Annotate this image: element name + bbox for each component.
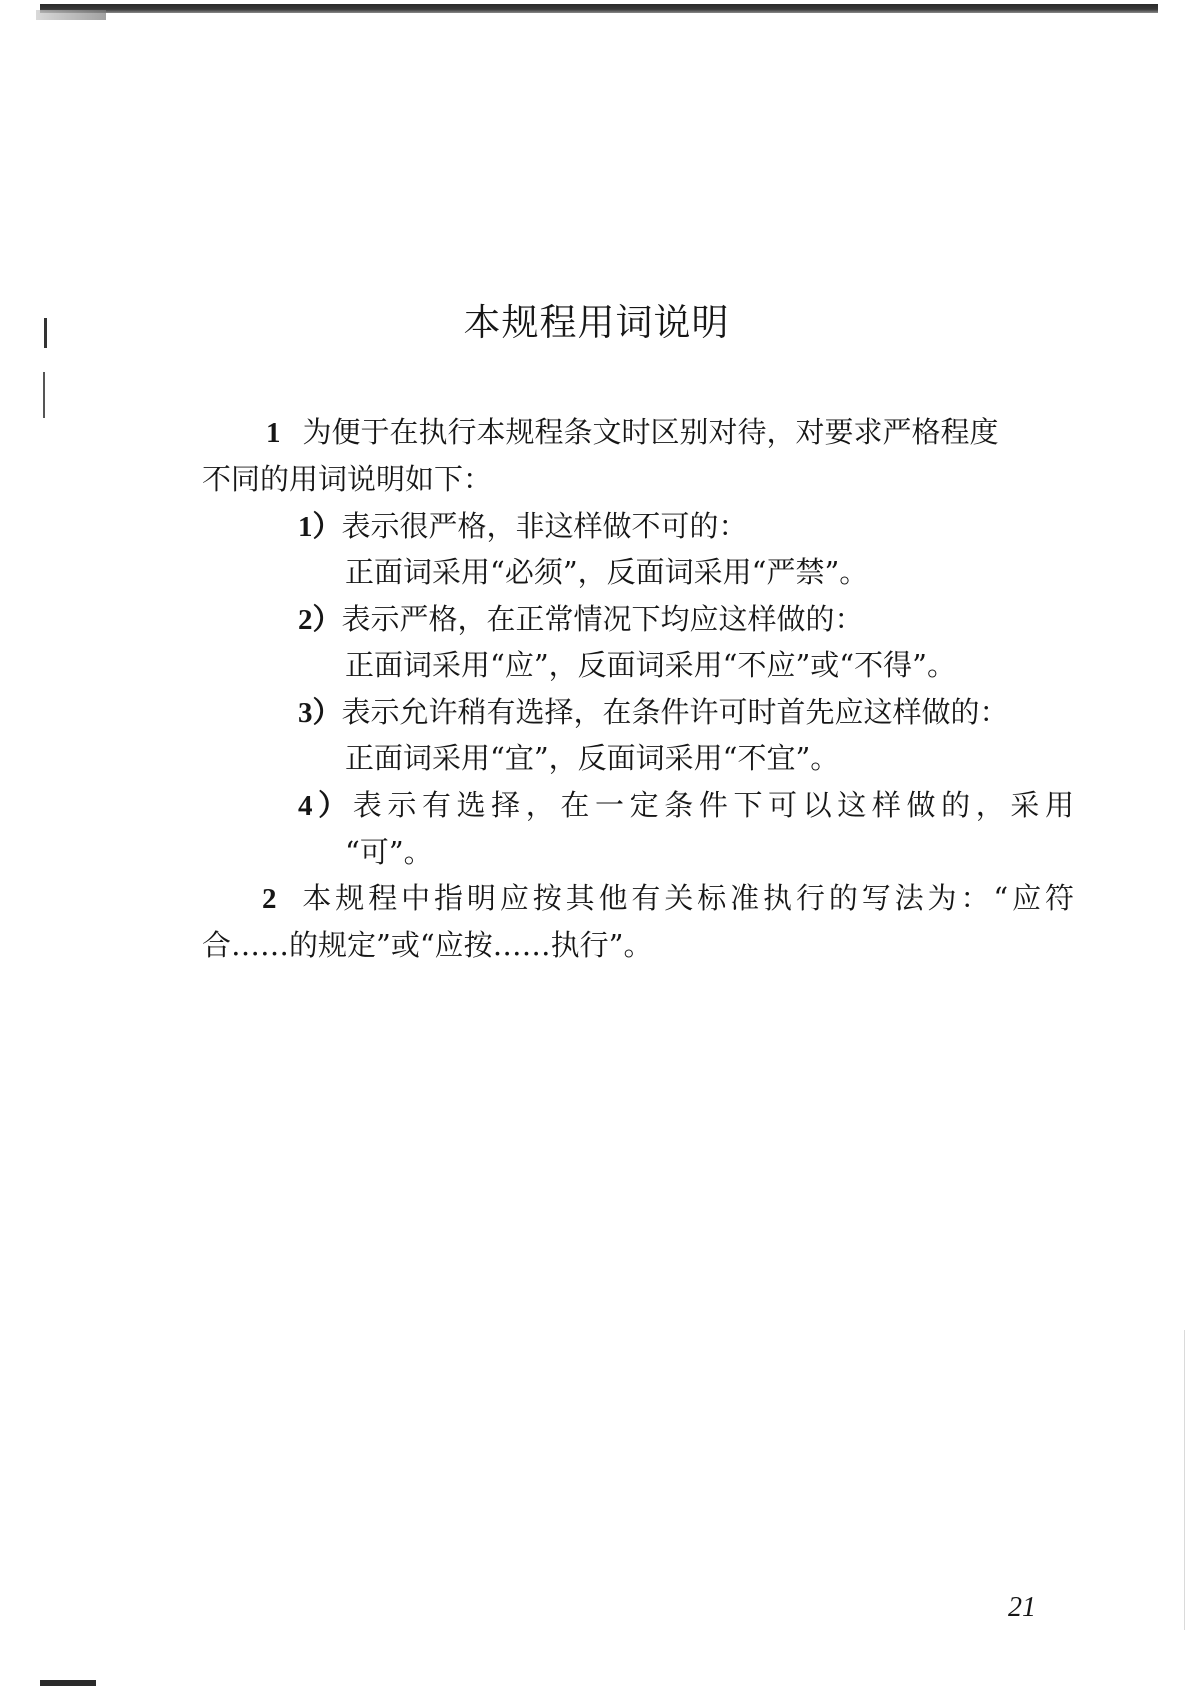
item-3-line-1 <box>298 695 1009 729</box>
section-1-line-1 <box>266 415 999 449</box>
item-3-text-1: 表示允许稍有选择，在条件许可时首先应这样做的： <box>341 695 1009 729</box>
item-4-number: 4） <box>298 790 353 822</box>
section-1-number: 1 <box>266 417 281 449</box>
scan-right-edge <box>1184 1330 1185 1630</box>
item-4-line-1 <box>298 788 1074 822</box>
scan-bottom-mark <box>40 1680 96 1686</box>
section-1-text-1: 为便于在执行本规程条文时区别对待，对要求严格程度 <box>302 415 999 449</box>
section-1-line-2: 不同的用词说明如下： <box>202 462 493 496</box>
item-2-line-2: 正面词采用“应”，反面词采用“不应”或“不得”。 <box>345 648 956 682</box>
item-3-line-2: 正面词采用“宜”，反面词采用“不宜”。 <box>345 741 840 775</box>
item-1-line-2: 正面词采用“必须”，反面词采用“严禁”。 <box>345 555 869 589</box>
item-3-number: 3） <box>298 697 342 729</box>
item-2-line-1 <box>298 602 864 636</box>
item-1-line-1 <box>298 509 748 543</box>
item-1-text-1: 表示很严格，非这样做不可的： <box>341 509 748 543</box>
item-1-number: 1） <box>298 511 342 543</box>
section-2-line-1 <box>262 881 1074 915</box>
item-2-number: 2） <box>298 604 342 636</box>
section-2-number: 2 <box>262 883 277 915</box>
scan-margin-mark <box>43 372 45 418</box>
item-4-line-2: “可”。 <box>345 835 433 869</box>
scan-top-rule <box>40 4 1158 13</box>
page-title: 本规程用词说明 <box>463 301 730 344</box>
section-2-text-1: 本规程中指明应按其他有关标准执行的写法为：“应符 <box>298 881 1074 915</box>
item-4-text-1: 表示有选择，在一定条件下可以这样做的，采用 <box>352 788 1074 822</box>
item-2-text-1: 表示严格，在正常情况下均应这样做的： <box>341 602 864 636</box>
scan-top-smudge <box>36 10 106 20</box>
section-2-line-2: 合……的规定”或“应按……执行”。 <box>202 928 653 962</box>
page-number: 21 <box>1008 1592 1036 1623</box>
